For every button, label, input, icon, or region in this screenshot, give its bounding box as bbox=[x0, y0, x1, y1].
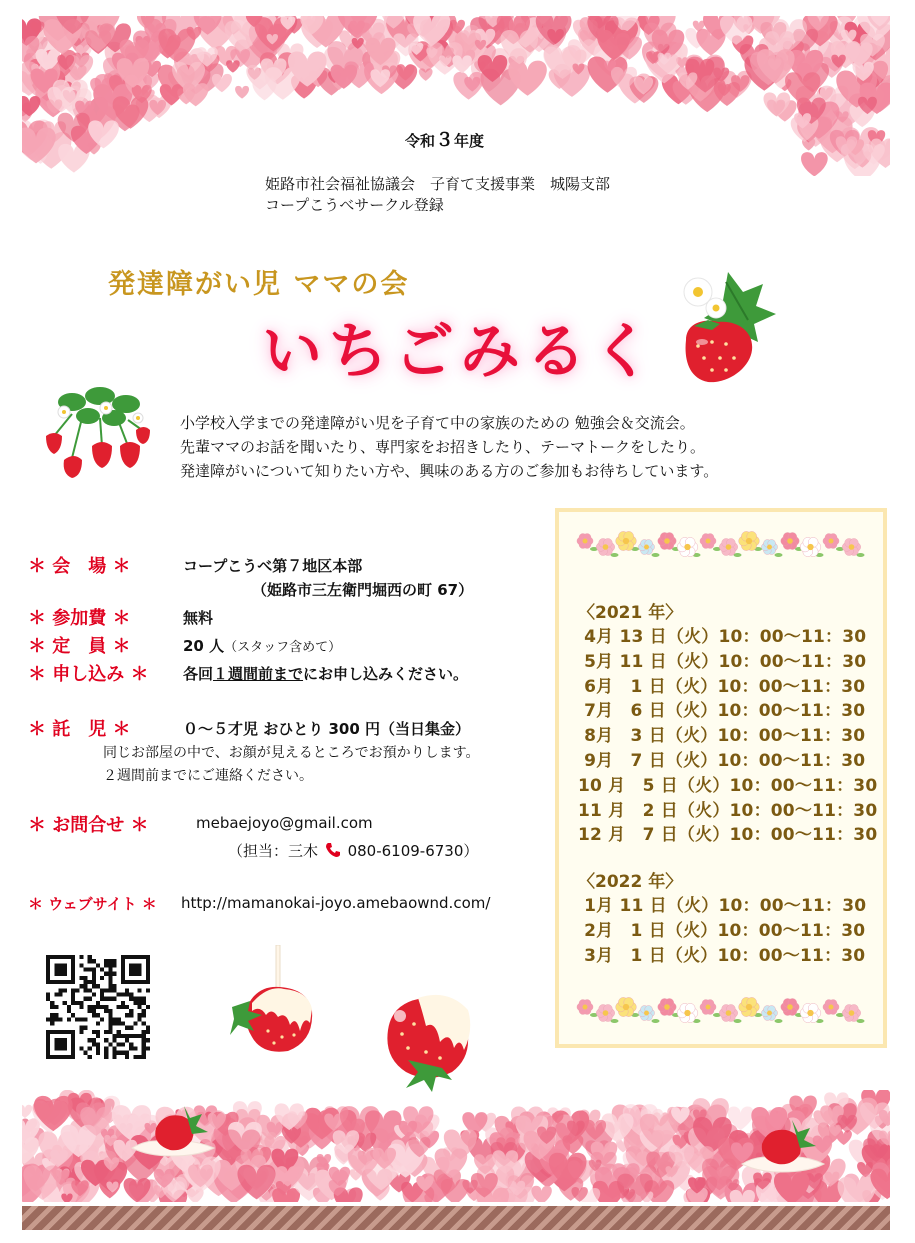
venue-address: （姫路市三左衛門堀西の町 67） bbox=[252, 581, 474, 599]
capacity-label: ＊ 定 員 ＊ bbox=[28, 636, 131, 657]
schedule-date: 9月 7 日（火）10：00～11：30 bbox=[578, 751, 866, 771]
fee-value: 無料 bbox=[183, 609, 214, 627]
schedule-date: 8月 3 日（火）10：00～11：30 bbox=[578, 726, 866, 747]
contact-phone: 080-6109-6730） bbox=[347, 842, 479, 860]
year-suffix: 年度 bbox=[454, 132, 485, 150]
schedule-date: 4月 13 日（火）10：00～11：30 bbox=[578, 627, 867, 647]
venue-label: ＊ 会 場 ＊ bbox=[28, 556, 131, 577]
schedule-date: 12 月 7 日（火）10：00～11：30 bbox=[578, 825, 878, 846]
apply-label: ＊ 申し込み ＊ bbox=[28, 664, 149, 685]
childcare-note-1: 同じお部屋の中で、お顔が見えるところでお預かりします。 bbox=[103, 745, 480, 761]
apply-post: にお申し込みください。 bbox=[303, 665, 469, 683]
flower-garland-bottom bbox=[575, 990, 867, 1030]
main-title: いちごみるく bbox=[262, 317, 658, 387]
schedule-date: 6月 1 日（火）10：00～11：30 bbox=[578, 676, 866, 697]
venue-value: コープこうべ第７地区本部 bbox=[183, 557, 363, 575]
childcare-label: ＊ 託 児 ＊ bbox=[28, 719, 131, 740]
subtitle: 発達障がい児 ママの会 bbox=[108, 269, 410, 300]
contact-person: （担当：三木 bbox=[228, 842, 319, 860]
schedule-date: 11 月 2 日（火）10：00～11：30 bbox=[578, 800, 878, 821]
flower-garland-top bbox=[575, 524, 867, 564]
website-url[interactable]: http://mamanokai-joyo.amebaownd.com/ bbox=[181, 894, 491, 912]
contact-person-row bbox=[228, 840, 478, 861]
splash-strawberry-right-illustration bbox=[738, 1110, 828, 1176]
year-prefix: 令和 bbox=[405, 132, 436, 150]
fee-label: ＊ 参加費 ＊ bbox=[28, 608, 131, 629]
apply-deadline: １週間前まで bbox=[213, 665, 304, 683]
qr-code[interactable] bbox=[46, 955, 150, 1059]
schedule-date: 3月 1 日（火）10：00～11：30 bbox=[578, 945, 866, 966]
schedule-year-2022: 〈2022 年〉 bbox=[578, 872, 683, 892]
apply-row bbox=[183, 663, 468, 684]
contact-label: ＊ お問合せ ＊ bbox=[28, 815, 149, 836]
strawberry-illustration-title bbox=[668, 262, 780, 388]
bottom-stripe bbox=[22, 1206, 890, 1230]
phone-icon bbox=[325, 842, 341, 858]
schedule-date: 5月 11 日（火）10：00～11：30 bbox=[578, 651, 867, 672]
schedule-date: 7月 6 日（火）10：00～11：30 bbox=[578, 701, 866, 722]
intro-line-1: 小学校入学までの発達障がい児を子育て中の家族のための 勉強会＆交流会。 bbox=[180, 414, 695, 432]
org-line-2: コープこうべサークル登録 bbox=[265, 196, 444, 214]
capacity-value: 20 人 bbox=[183, 637, 225, 655]
year-number: ３ bbox=[435, 129, 455, 151]
capacity-note: （スタッフ含めて） bbox=[224, 640, 342, 655]
schedule-year-2021: 〈2021 年〉 bbox=[578, 603, 683, 623]
dipped-strawberry-1-illustration bbox=[228, 945, 328, 1060]
capacity-row bbox=[183, 635, 341, 656]
apply-pre: 各回 bbox=[183, 665, 214, 683]
schedule-date: 10 月 5 日（火）10：00～11：30 bbox=[578, 775, 878, 796]
schedule-date: 1月 11 日（火）10：00～11：30 bbox=[578, 896, 867, 916]
hearts-top-decoration bbox=[22, 16, 890, 176]
schedule-date: 2月 1 日（火）10：00～11：30 bbox=[578, 920, 866, 941]
dipped-strawberry-2-illustration bbox=[378, 980, 478, 1092]
childcare-value: ０～５才児 おひとり 300 円（当日集金） bbox=[183, 720, 470, 738]
fiscal-year bbox=[405, 125, 484, 152]
strawberry-plant-illustration bbox=[42, 384, 152, 480]
splash-strawberry-left-illustration bbox=[128, 1098, 218, 1160]
website-label: ＊ ウェブサイト ＊ bbox=[28, 895, 157, 913]
org-line-1: 姫路市社会福祉協議会 子育て支援事業 城陽支部 bbox=[265, 175, 611, 193]
intro-line-2: 先輩ママのお話を聞いたり、専門家をお招きしたり、テーマトークをしたり。 bbox=[180, 438, 706, 456]
intro-line-3: 発達障がいについて知りたい方や、興味のある方のご参加もお待ちしています。 bbox=[180, 462, 719, 480]
contact-email[interactable]: mebaejoyo@gmail.com bbox=[196, 814, 373, 832]
childcare-note-2: ２週間前までにご連絡ください。 bbox=[103, 768, 313, 784]
